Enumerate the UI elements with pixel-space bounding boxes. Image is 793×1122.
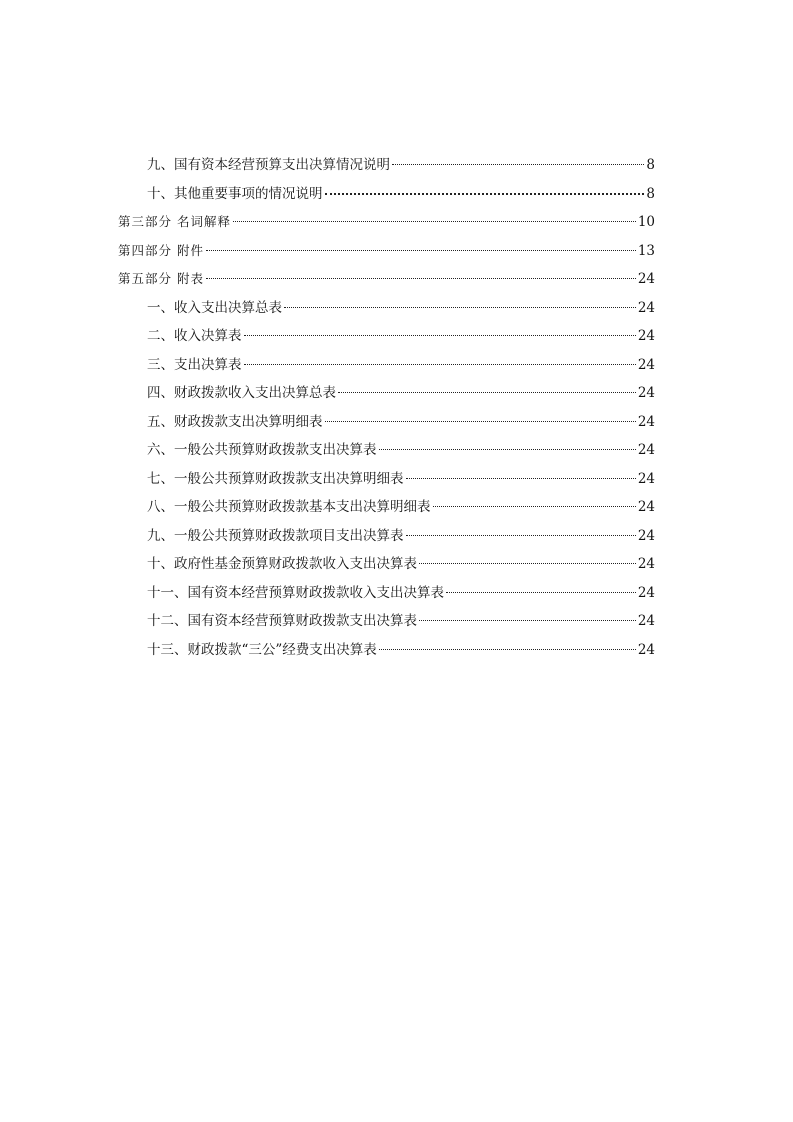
toc-entry-title: 十二、国有资本经营预算财政拨款支出决算表 [147,613,417,629]
toc-page-number: 24 [637,357,655,373]
toc-entry-part-5-tables[interactable] [118,265,655,287]
toc-page-number: 24 [637,556,655,572]
toc-page-number: 24 [637,328,655,344]
toc-page-number: 8 [646,186,655,202]
toc-entry-title: 十一、国有资本经营预算财政拨款收入支出决算表 [147,585,444,601]
toc-entry-title: 第五部分 附表 [118,271,204,286]
toc-entry-title: 九、国有资本经营预算支出决算情况说明 [147,157,390,173]
toc-entry-table-10[interactable] [147,550,655,572]
toc-entry-table-7[interactable] [147,465,655,487]
toc-page-number: 10 [637,214,655,230]
dot-leader [325,180,645,198]
toc-page-number: 24 [637,613,655,629]
toc-entry-title: 第三部分 名词解释 [118,214,231,229]
toc-entry-title: 二、收入决算表 [147,328,242,344]
toc-entry-title: 十、其他重要事项的情况说明 [147,186,323,202]
toc-page-number: 24 [637,271,655,287]
toc-entry-table-5[interactable] [147,408,655,430]
toc-entry-table-13[interactable] [147,636,655,658]
toc-entry-table-2[interactable] [147,322,655,344]
toc-page-number: 24 [637,442,655,458]
toc-entry-item-10-other-matters[interactable] [147,180,655,202]
toc-entry-title: 八、一般公共预算财政拨款基本支出决算明细表 [147,499,431,515]
dot-leader [433,493,636,511]
dot-leader [392,151,644,169]
toc-entry-title: 十、政府性基金预算财政拨款收入支出决算表 [147,556,417,572]
toc-page-number: 24 [637,471,655,487]
dot-leader [206,237,636,255]
dot-leader [406,465,636,483]
toc-page-number: 8 [646,157,655,173]
toc-page-number: 13 [637,243,655,259]
dot-leader [284,294,636,312]
toc-page-number: 24 [637,642,655,658]
toc-entry-table-8[interactable] [147,493,655,515]
dot-leader [419,550,636,568]
toc-entry-title: 第四部分 附件 [118,243,204,258]
toc-page-number: 24 [637,385,655,401]
toc-entry-table-6[interactable] [147,436,655,458]
dot-leader [379,636,636,654]
toc-entry-part-4-attachments[interactable] [118,237,655,259]
dot-leader [446,579,636,597]
toc-entry-table-12[interactable] [147,607,655,629]
dot-leader [325,408,636,426]
dot-leader [233,208,636,226]
toc-page-number: 24 [637,300,655,316]
dot-leader [419,607,636,625]
toc-page-number: 24 [637,414,655,430]
dot-leader [206,265,636,283]
toc-entry-title: 四、财政拨款收入支出决算总表 [147,385,336,401]
toc-entry-title: 九、一般公共预算财政拨款项目支出决算表 [147,528,404,544]
toc-entry-item-9-soe-capital-expenditure[interactable] [147,151,655,173]
toc-entry-table-1[interactable] [147,294,655,316]
toc-entry-part-3-glossary[interactable] [118,208,655,230]
toc-entry-table-11[interactable] [147,579,655,601]
toc-entry-table-9[interactable] [147,522,655,544]
toc-page-number: 24 [637,528,655,544]
toc-entry-title: 十三、财政拨款“三公”经费支出决算表 [147,642,377,658]
toc-entry-title: 五、财政拨款支出决算明细表 [147,414,323,430]
toc-page-number: 24 [637,499,655,515]
toc-entry-title: 三、支出决算表 [147,357,242,373]
toc-entry-title: 六、一般公共预算财政拨款支出决算表 [147,442,377,458]
dot-leader [379,436,636,454]
dot-leader [338,379,636,397]
dot-leader [244,351,636,369]
dot-leader [406,522,636,540]
dot-leader [244,322,636,340]
toc-page-number: 24 [637,585,655,601]
toc-entry-table-4[interactable] [147,379,655,401]
toc-entry-table-3[interactable] [147,351,655,373]
toc-entry-title: 一、收入支出决算总表 [147,300,282,316]
toc-entry-title: 七、一般公共预算财政拨款支出决算明细表 [147,471,404,487]
